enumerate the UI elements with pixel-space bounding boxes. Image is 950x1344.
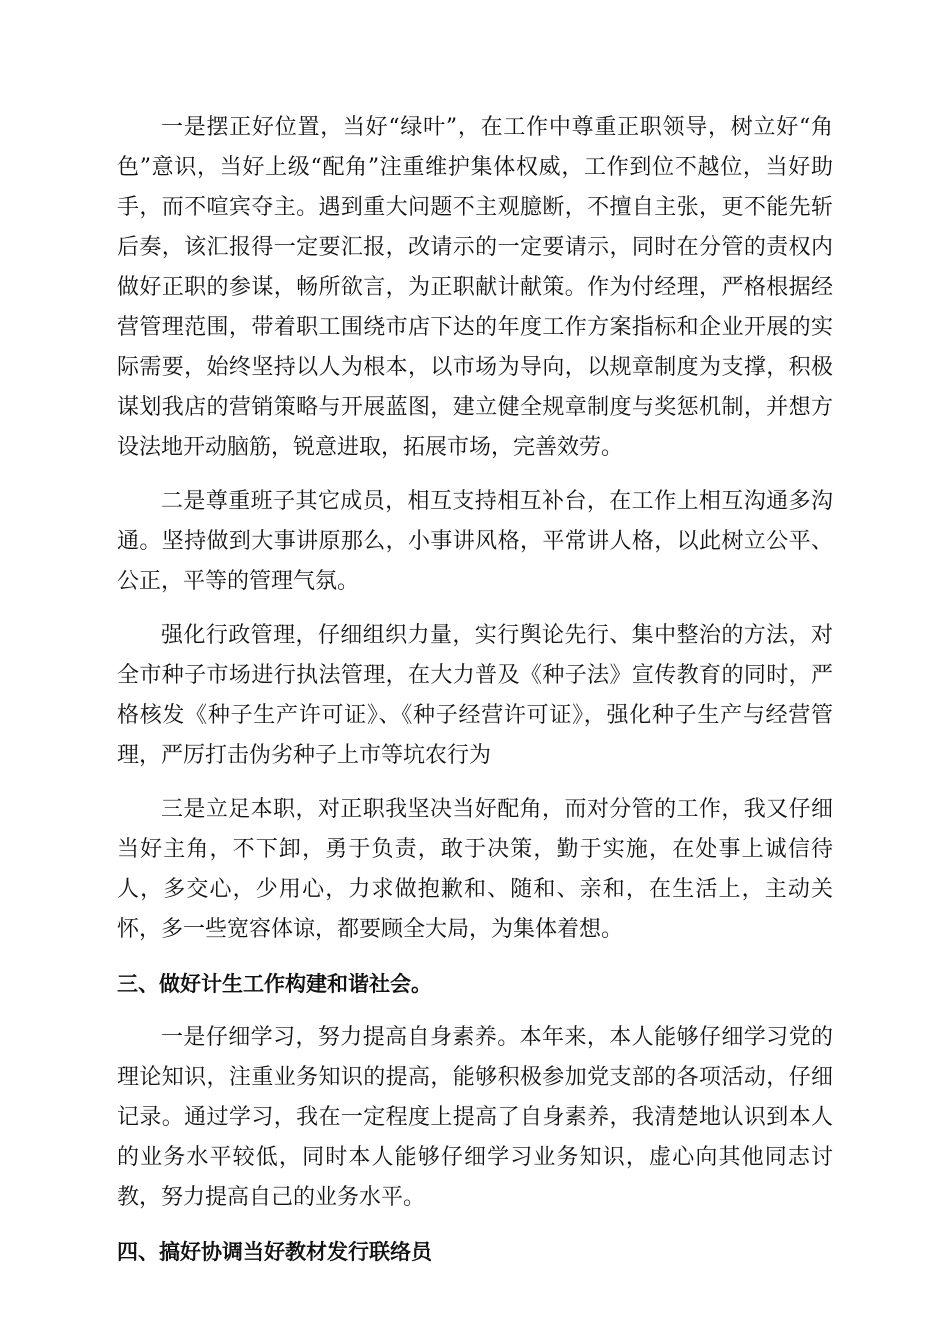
paragraph-study: 一是仔细学习，努力提高自身素养。本年来，本人能够仔细学习党的理论知识，注重业务知识的提高，能够积极参加党支部的各项活动，仔细记录。通过学习，我在一定程度上提高了自身素养，我清楚地认识到本人的业务水平较低，同时本人能够仔细学习业务知识，虚心向其他同志讨教，努力提高自己的业务水平。 <box>117 1025 833 1210</box>
document-body <box>117 108 833 1286</box>
section-heading-family-planning: 三、做好计生工作构建和谐社会。 <box>117 972 432 996</box>
paragraph-administrative-management: 强化行政管理，仔细组织力量，实行舆论先行、集中整治的方法，对全市种子市场进行执法管理，在大力普及《种子法》宣传教育的同时，严格核发《种子生产许可证》、《种子经营许可证》，强化种子生产与经营管理，严厉打击伪劣种子上市等坑农行为 <box>117 623 833 768</box>
paragraph-positioning: 一是摆正好位置，当好“绿叶”，在工作中尊重正职领导，树立好“角色”意识，当好上级“配角”注重维护集体权威，工作到位不越位，当好助手，而不喧宾夺主。遇到重大问题不主观臆断，不擅自主张，更不能先斩后奏，该汇报得一定要汇报，改请示的一定要请示，同时在分管的责权内做好正职的参谋，畅所欲言，为正职献计献策。作为付经理，严格根据经营管理范围，带着职工围绕市店下达的年度工作方案指标和企业开展的实际需要，始终坚持以人为根本，以市场为导向，以规章制度为支撑，积极谋划我店的营销策略与开展蓝图，建立健全规章制度与奖惩机制，并想方设法地开动脑筋，锐意进取，拓展市场，完善效劳。 <box>117 115 833 460</box>
paragraph-team-respect: 二是尊重班子其它成员，相互支持相互补台，在工作上相互沟通多沟通。坚持做到大事讲原那么，小事讲风格，平常讲人格，以此树立公平、公正，平等的管理气氛。 <box>117 489 833 594</box>
section-heading-coordination: 四、搞好协调当好教材发行联络员 <box>117 1240 432 1264</box>
paragraph-own-duties: 三是立足本职，对正职我坚决当好配角，而对分管的工作，我又仔细当好主角，不下卸，勇于负责，敢于决策，勤于实施，在处事上诚信待人，多交心，少用心，力求做抱歉和、随和、亲和，在生活上，主动关怀，多一些宽容体谅，都要顾全大局，为集体着想。 <box>117 797 833 942</box>
